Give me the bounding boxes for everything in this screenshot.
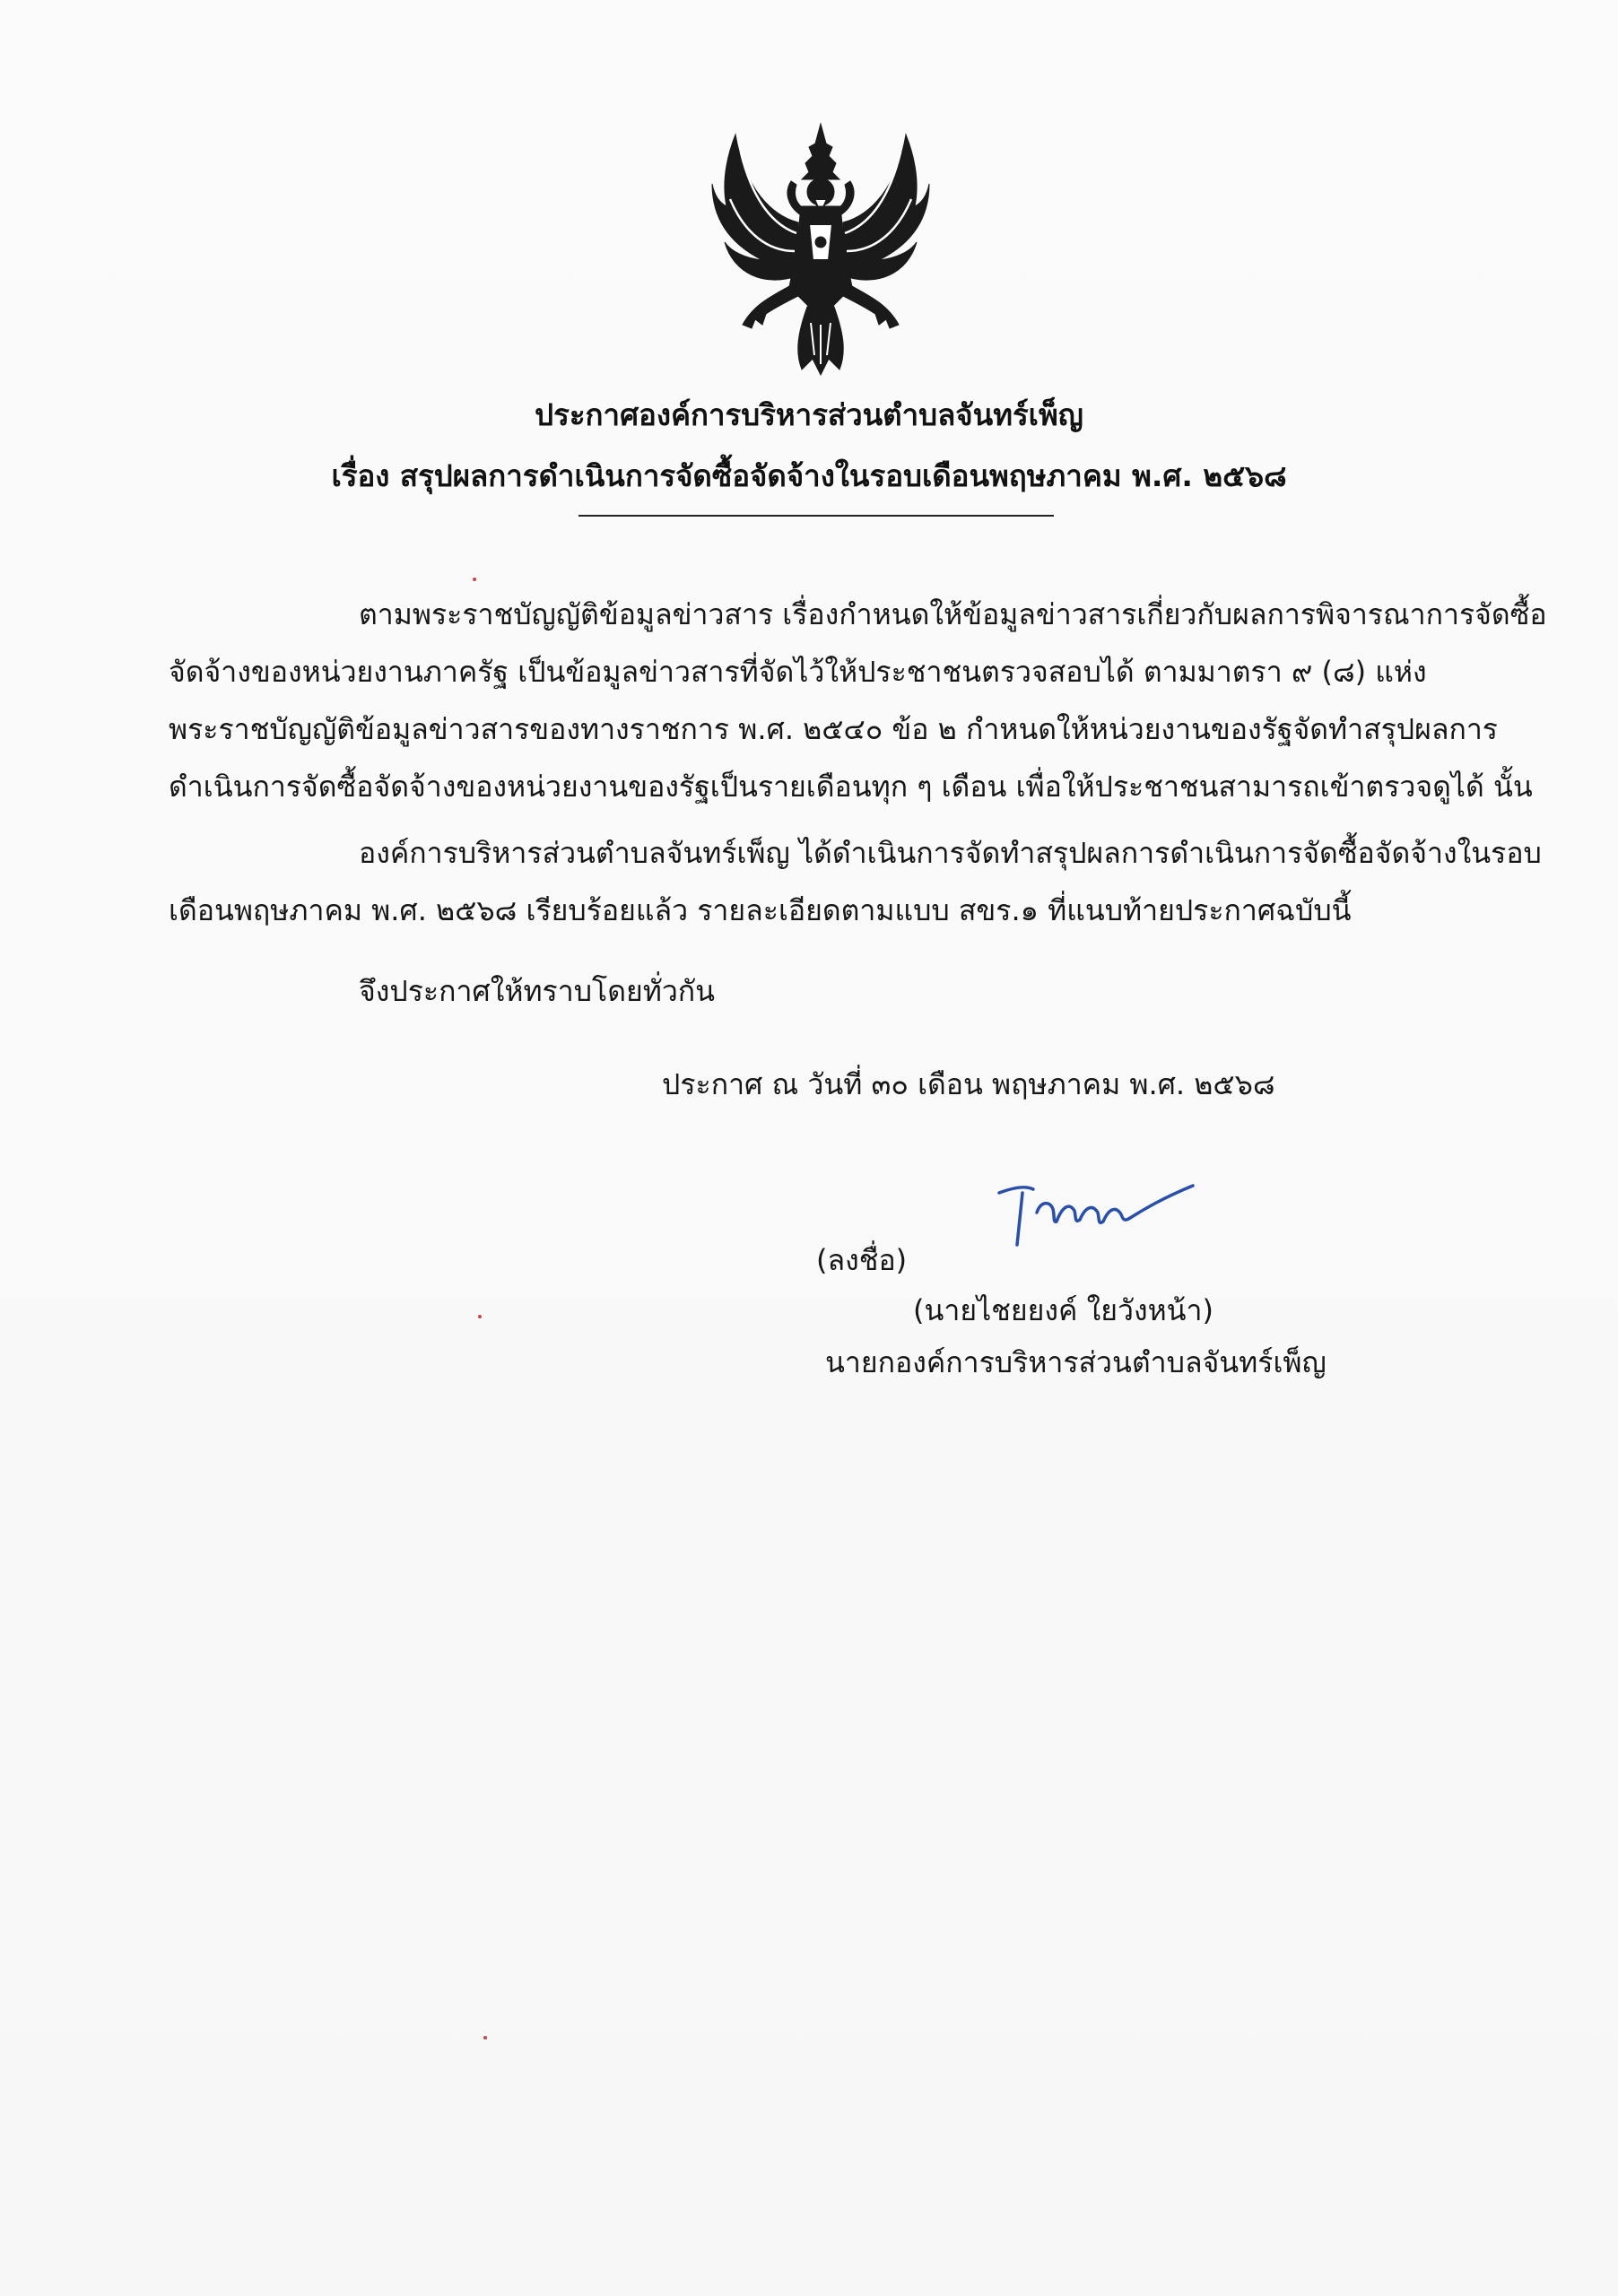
paragraph-1-line-2: จัดจ้างของหน่วยงานภาครัฐ เป็นข้อมูลข่าวสารที่จัดไว้ให้ประชาชนตรวจสอบได้ ตามมาตรา ๙ (๘) แห่ง xyxy=(169,655,1427,689)
signatory-position: นายกองค์การบริหารส่วนตำบลจันทร์เพ็ญ xyxy=(825,1345,1327,1379)
paragraph-1-line-3: พระราชบัญญัติข้อมูลข่าวสารของทางราชการ พ.ศ. ๒๕๔๐ ข้อ ๒ กำหนดให้หน่วยงานของรัฐจัดทำสรุปผลการ xyxy=(169,712,1498,746)
paragraph-2-line-2: เดือนพฤษภาคม พ.ศ. ๒๕๖๘ เรียบร้อยแล้ว รายละเอียดตามแบบ สขร.๑ ที่แนบท้ายประกาศฉบับนี้ xyxy=(169,893,1352,927)
announcement-date: ประกาศ ณ วันที่ ๓๐ เดือน พฤษภาคม พ.ศ. ๒๕๖๘ xyxy=(662,1067,1275,1101)
announcement-subject: เรื่อง สรุปผลการดำเนินการจัดซื้อจัดจ้างในรอบเดือนพฤษภาคม พ.ศ. ๒๕๖๘ xyxy=(331,458,1287,493)
scan-speck xyxy=(483,2036,487,2039)
paragraph-2-line-1: องค์การบริหารส่วนตำบลจันทร์เพ็ญ ได้ดำเนินการจัดทำสรุปผลการดำเนินการจัดซื้อจัดจ้างในรอบ xyxy=(359,836,1542,870)
garuda-emblem-icon xyxy=(709,117,933,377)
closing-statement: จึงประกาศให้ทราบโดยทั่วกัน xyxy=(359,974,716,1008)
handwritten-signature-icon xyxy=(987,1166,1202,1265)
paragraph-1-line-4: ดำเนินการจัดซื้อจัดจ้างของหน่วยงานของรัฐเป็นรายเดือนทุก ๆ เดือน เพื่อให้ประชาชนสามารถเข้าตรวจดูได้ นั้น xyxy=(169,770,1533,804)
paragraph-1-line-1: ตามพระราชบัญญัติข้อมูลข่าวสาร เรื่องกำหนดให้ข้อมูลข่าวสารเกี่ยวกับผลการพิจารณาการจัดซื้อ xyxy=(359,597,1547,631)
scan-speck xyxy=(478,1315,482,1318)
title-divider xyxy=(578,515,1054,517)
scan-speck xyxy=(473,578,476,581)
sign-label: (ลงชื่อ) xyxy=(816,1243,908,1277)
announcement-title: ประกาศองค์การบริหารส่วนตำบลจันทร์เพ็ญ xyxy=(535,397,1083,432)
signatory-name: (นายไชยยงค์ ใยวังหน้า) xyxy=(913,1293,1214,1327)
